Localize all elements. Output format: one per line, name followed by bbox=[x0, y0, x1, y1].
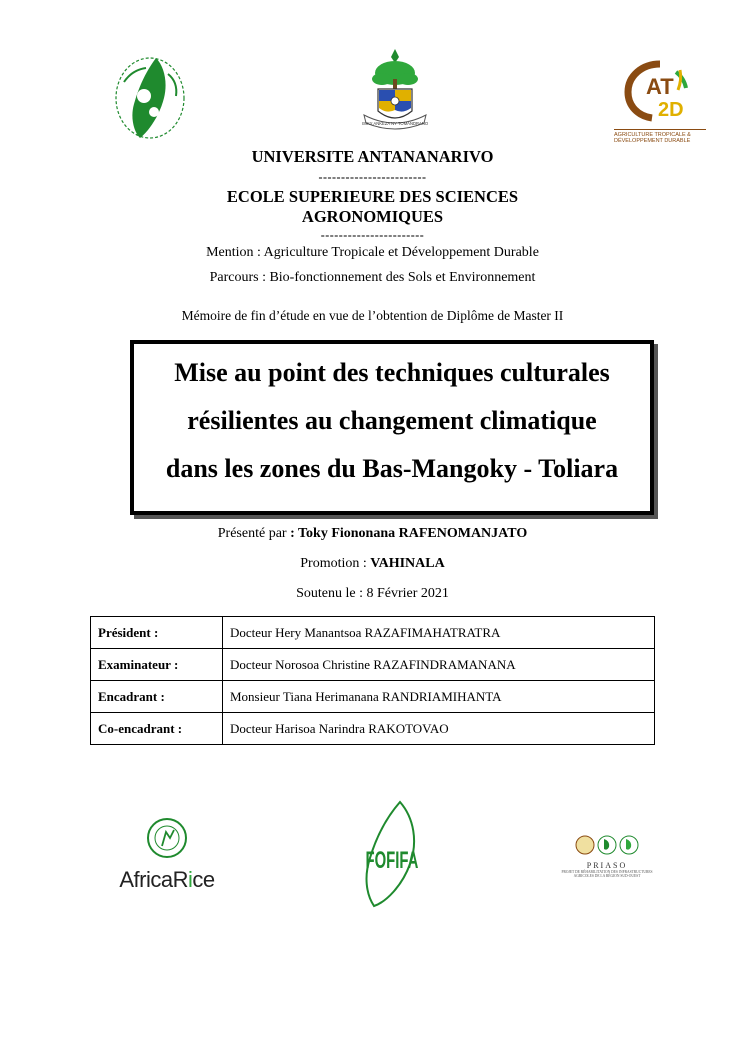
school-name-line1: ECOLE SUPERIEURE DES SCIENCES bbox=[226, 187, 519, 206]
jury-person: Docteur Harisoa Narindra RAKOTOVAO bbox=[223, 713, 655, 745]
parcours: Parcours : Bio-fonctionnement des Sols et Environnement bbox=[209, 270, 536, 285]
africarice-logo bbox=[112, 816, 222, 892]
priaso-logo bbox=[556, 834, 658, 884]
table-row bbox=[91, 713, 655, 745]
table-row bbox=[91, 649, 655, 681]
emblem-motto: ISIKY ANKEZA NY TOMANDRANO bbox=[361, 121, 429, 126]
presenter-line bbox=[0, 526, 745, 542]
presenter-label: Présenté par bbox=[217, 526, 287, 541]
promotion-line bbox=[0, 556, 745, 572]
svg-text:2D: 2D bbox=[658, 99, 684, 121]
memoire-purpose: Mémoire de fin d’étude en vue de l’obtention de Diplôme de Master II bbox=[181, 308, 564, 323]
header-separator: ------------------------ bbox=[318, 170, 427, 184]
thesis-title-box bbox=[130, 340, 654, 515]
presenter-name: : Toky Fiononana RAFENOMANJATO bbox=[290, 526, 528, 541]
mention: Mention : Agriculture Tropicale et Développement Durable bbox=[206, 245, 539, 260]
defense-date: Soutenu le : 8 Février 2021 bbox=[296, 586, 449, 601]
jury-table bbox=[90, 616, 655, 745]
university-name: UNIVERSITE ANTANANARIVO bbox=[251, 147, 494, 166]
table-row bbox=[91, 681, 655, 713]
thesis-title-line2: résilientes au changement climatique bbox=[187, 406, 597, 435]
jury-role: Encadrant : bbox=[91, 681, 223, 713]
at2d-logo bbox=[614, 58, 706, 158]
jury-role: Examinateur : bbox=[91, 649, 223, 681]
jury-person: Docteur Hery Manantsoa RAZAFIMAHATRATRA bbox=[223, 617, 655, 649]
africarice-text-b: i bbox=[187, 867, 193, 892]
madagascar-map-logo bbox=[110, 52, 190, 144]
fofifa-logo bbox=[356, 798, 428, 910]
header-separator-2: ----------------------- bbox=[320, 228, 425, 242]
jury-person: Docteur Norosoa Christine RAZAFINDRAMANANA bbox=[223, 649, 655, 681]
jury-role: Président : bbox=[91, 617, 223, 649]
at2d-emblem-icon bbox=[614, 58, 706, 124]
thesis-title-line1: Mise au point des techniques culturales bbox=[174, 358, 610, 387]
priaso-text: PRIASO bbox=[586, 861, 628, 870]
africarice-wordmark bbox=[112, 867, 222, 893]
jury-person: Monsieur Tiana Herimanana RANDRIAMIHANTA bbox=[223, 681, 655, 713]
africarice-emblem-icon bbox=[112, 816, 222, 860]
at2d-caption: AGRICULTURE TROPICALE & DÉVELOPPEMENT DURABLE bbox=[614, 129, 706, 144]
school-name-line2: AGRONOMIQUES bbox=[301, 207, 444, 226]
jury-role: Co-encadrant : bbox=[91, 713, 223, 745]
priaso-caption: PROJET DE RÉHABILITATION DES INFRASTRUCTURES AGRICOLES DE LA RÉGION SUD-OUEST bbox=[561, 870, 653, 878]
promotion-name: VAHINALA bbox=[370, 556, 445, 571]
priaso-emblems-icon bbox=[567, 834, 647, 856]
africarice-text-c: ce bbox=[192, 867, 215, 892]
thesis-title-line3: dans les zones du Bas-Mangoky - Toliara bbox=[165, 454, 619, 483]
at2d-logo-text: AT bbox=[646, 74, 674, 99]
africarice-text-a: AfricaR bbox=[119, 867, 188, 892]
university-emblem bbox=[350, 45, 440, 140]
promotion-label: Promotion : bbox=[300, 556, 371, 571]
fofifa-text: FOFIFA bbox=[365, 847, 419, 875]
table-row bbox=[91, 617, 655, 649]
